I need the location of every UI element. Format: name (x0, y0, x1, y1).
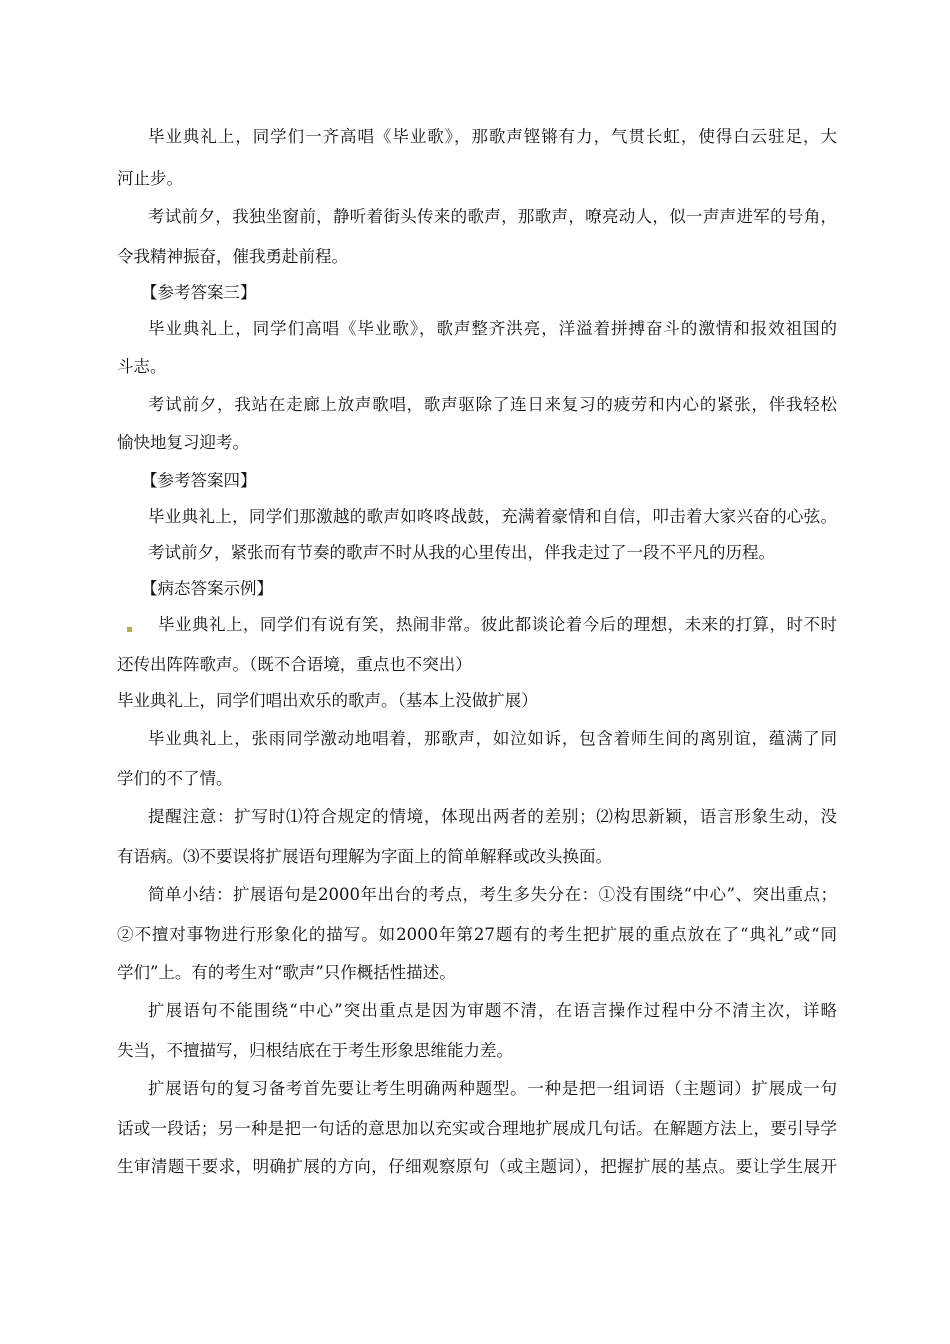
paragraph-line: 考试前夕，我站在走廊上放声歌唱，歌声驱除了连日来复习的疲劳和内心的紧张，伴我轻松 (148, 395, 837, 414)
paragraph-line: 考试前夕，我独坐窗前，静听着街头传来的歌声，那歌声，嘹亮动人，似一声声进军的号角， (148, 207, 837, 226)
paragraph-line: ②不擅对事物进行形象化的描写。如2000年第27题有的考生把扩展的重点放在了“典礼”或“同 (117, 925, 837, 944)
paragraph-line: 斗志。 (117, 357, 167, 376)
paragraph-line: 提醒注意：扩写时⑴符合规定的情境，体现出两者的差别；⑵构思新颖，语言形象生动，没 (148, 807, 837, 826)
paragraph-line: 毕业典礼上，张雨同学激动地唱着，那歌声，如泣如诉，包含着师生间的离别谊，蕴满了同 (148, 729, 837, 748)
paragraph-line: 愉快地复习迎考。 (117, 433, 249, 452)
paragraph-line: 令我精神振奋，催我勇赴前程。 (117, 247, 348, 266)
paragraph-line: 河止步。 (117, 169, 183, 188)
paragraph-line: 有语病。⑶不要误将扩展语句理解为字面上的简单解释或改头换面。 (117, 847, 612, 866)
paragraph-line: 扩展语句不能围绕“中心”突出重点是因为审题不清，在语言操作过程中分不清主次，详略 (148, 1001, 837, 1020)
paragraph-line: 学们”上。有的考生对“歌声”只作概括性描述。 (117, 963, 456, 982)
paragraph-line: 学们的不了情。 (117, 769, 233, 788)
paragraph-line: 毕业典礼上，同学们一齐高唱《毕业歌》，那歌声铿锵有力，气贯长虹，使得白云驻足，大 (148, 127, 837, 146)
paragraph-line: 扩展语句的复习备考首先要让考生明确两种题型。一种是把一组词语（主题词）扩展成一句 (148, 1079, 837, 1098)
paragraph-line: 生审清题干要求，明确扩展的方向，仔细观察原句（或主题词），把握扩展的基点。要让学生展开 (117, 1157, 837, 1176)
section-heading: 【病态答案示例】 (141, 579, 273, 598)
section-heading: 【参考答案四】 (141, 471, 257, 490)
paragraph-line: 毕业典礼上，同学们有说有笑，热闹非常。彼此都谈论着今后的理想，未来的打算，时不时 (158, 615, 837, 634)
bullet-mark (127, 627, 132, 632)
section-heading: 【参考答案三】 (141, 283, 257, 302)
paragraph-line: 毕业典礼上，同学们那激越的歌声如咚咚战鼓，充满着豪情和自信，叩击着大家兴奋的心弦。 (148, 507, 837, 526)
paragraph-line: 考试前夕，紧张而有节奏的歌声不时从我的心里传出，伴我走过了一段不平凡的历程。 (148, 543, 775, 562)
paragraph-line: 还传出阵阵歌声。（既不合语境，重点也不突出） (117, 655, 472, 674)
paragraph-line: 简单小结：扩展语句是2000年出台的考点，考生多失分在：①没有围绕“中心”、突出重点； (148, 885, 837, 904)
paragraph-line: 毕业典礼上，同学们唱出欢乐的歌声。（基本上没做扩展） (117, 691, 538, 710)
paragraph-line: 话或一段话；另一种是把一句话的意思加以充实或合理地扩展成几句话。在解题方法上，要引导学 (117, 1119, 837, 1138)
paragraph-line: 毕业典礼上，同学们高唱《毕业歌》，歌声整齐洪亮，洋溢着拼搏奋斗的激情和报效祖国的 (148, 319, 837, 338)
paragraph-line: 失当，不擅描写，归根结底在于考生形象思维能力差。 (117, 1041, 513, 1060)
